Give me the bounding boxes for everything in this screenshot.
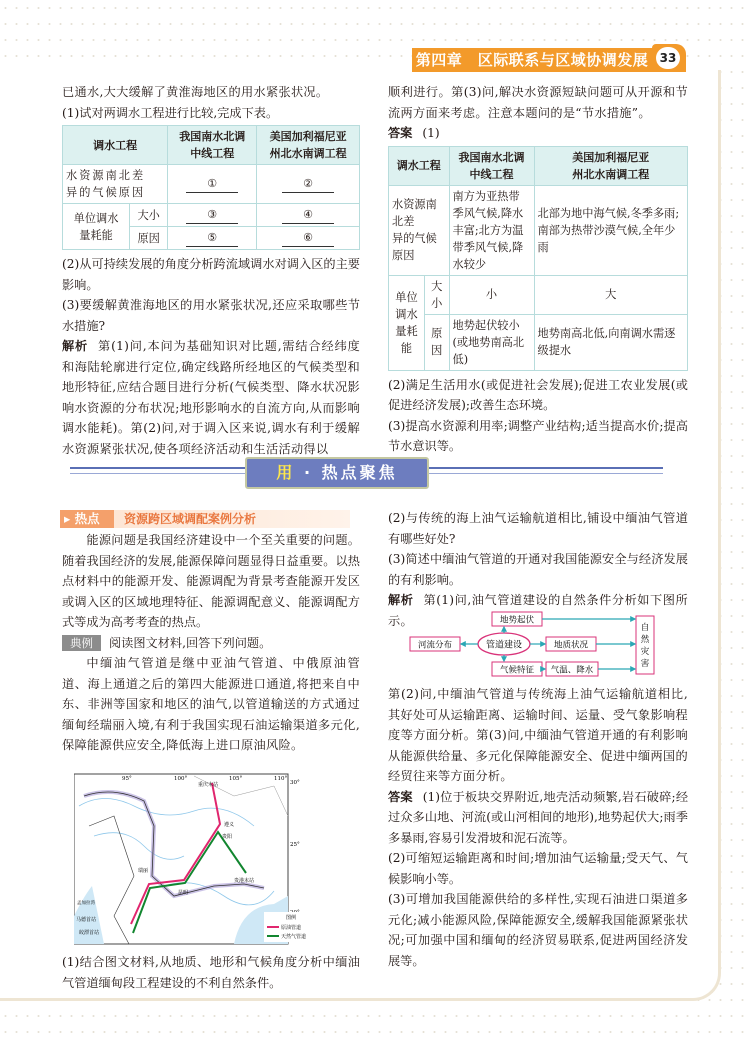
cell-china: 小	[449, 275, 534, 314]
answer-1: 答案 (1)位于板块交界附近,地壳活动频繁,岩石破碎;经过众多山地、河流(或山河相间的地形),地势起伏大;雨季多暴雨,容易引发滑坡和泥石流等。	[388, 789, 689, 845]
blank-cell[interactable]: ⑥	[257, 227, 360, 250]
answer-table	[388, 146, 688, 371]
banner-yong: 用	[276, 463, 296, 482]
row-label: 水资源南北差 异的气候原因	[63, 165, 168, 204]
example-question-1: (1)结合图文材料,从地质、地形和气候角度分析中缅油气管道缅甸段工程建设的不利自然条件。	[62, 955, 360, 990]
blank-cell[interactable]: ③	[168, 204, 257, 227]
legend-label: 天然气管道	[281, 934, 307, 940]
lon-label: 100°	[174, 776, 188, 782]
analysis-rest: 第(2)问,中缅油气管道与传统海上油气运输航道相比,其好处可从运输距离、运输时间、运量、受气象影响程度等方面分析。第(3)问,中缅油气管道开通的有利影响从能源供给量、多元化保障能源安全、促进中缅两国的经贸往来等方面分析。	[388, 687, 688, 783]
cell-usa: 大	[534, 275, 687, 314]
answer-3: (3)可增加我国能源供给的多样性,实现石油进口渠道多元化;减小能源风险,保障能源安全,缓解我国能源紧张状况;可加强中国和缅甸的经济贸易联系,促进两国经济发展等。	[388, 892, 688, 968]
analysis-label: 解析	[388, 593, 414, 607]
place-label: 遵义	[224, 822, 235, 828]
exercise-table	[62, 125, 360, 250]
pipeline-map	[74, 766, 312, 946]
table-header: 我国南水北调 中线工程	[168, 126, 257, 165]
page-number: 33	[656, 47, 680, 69]
flow-center-label: 管道建设	[485, 640, 523, 651]
banner-title: 热点聚焦	[321, 463, 398, 482]
example-question-2: (2)与传统的海上油气运输航道相比,铺设中缅油气管道有哪些好处?	[388, 511, 688, 546]
question-1-block	[62, 952, 360, 993]
place-label: 瑞丽	[138, 868, 149, 874]
section-banner	[245, 457, 429, 489]
lat-label: 30°	[290, 780, 300, 786]
blank-cell[interactable]: ④	[257, 204, 360, 227]
flow-result-label: 自然灾害	[640, 623, 650, 669]
flow-label: 地势起伏	[499, 615, 535, 626]
place-label: 昆明	[178, 890, 189, 896]
row-sublabel: 原因	[130, 227, 168, 250]
example-line: 典例 阅读图文材料,回答下列问题。	[62, 633, 360, 654]
lon-label: 105°	[229, 776, 243, 782]
row-sublabel: 原因	[424, 314, 449, 370]
table-header: 调水工程	[63, 126, 168, 165]
cell-usa: 北部为地中海气候,冬季多雨;南部为热带沙漠气候,全年少雨	[534, 185, 687, 275]
lat-label: 25°	[290, 842, 300, 848]
row-sublabel: 大小	[130, 204, 168, 227]
row-label: 单位调水 量耗能	[63, 204, 130, 250]
example-tag: 典例	[62, 635, 101, 651]
cell-china: 地势起伏较小(或地势南高北低)	[449, 314, 534, 370]
answer-label: 答案	[388, 789, 413, 804]
place-label: 贵阳	[222, 834, 233, 840]
blank-cell[interactable]: ①	[168, 165, 257, 204]
answer-2: (2)可缩短运输距离和时间;增加油气运输量;受天气、气候影响小等。	[388, 851, 688, 886]
left-top-column	[62, 82, 360, 459]
chapter-title: 第四章 区际联系与区域协调发展	[412, 48, 652, 72]
lon-label: 110°	[274, 776, 288, 782]
answer-3: (3)提高水资源利用率;调整产业结构;适当提高水价;提高节水意识等。	[388, 418, 688, 453]
blank-cell[interactable]: ⑤	[168, 227, 257, 250]
answer-label: 答案	[388, 126, 413, 140]
analysis-label: 解析	[62, 339, 89, 353]
place-label: 重庆末站	[198, 782, 219, 788]
place-label: 皎漂首站	[79, 930, 100, 936]
table-header: 调水工程	[389, 146, 450, 185]
row-sublabel: 大小	[424, 275, 449, 314]
flow-label: 河流分布	[417, 640, 453, 651]
banner-dot: ·	[303, 463, 314, 482]
flow-label: 气候特征	[499, 665, 535, 676]
table-header: 美国加利福尼亚 州北水南调工程	[257, 126, 360, 165]
example-question-3: (3)简述中缅油气管道的开通对我国能源安全与经济发展的有利影响。	[388, 552, 688, 587]
analysis-intro: 解析 第(1)问,油气管道建设的自然条件分析如下图所示。	[388, 593, 688, 628]
legend-title: 图例	[286, 915, 297, 921]
flow-diagram	[408, 610, 658, 678]
question-2: (2)从可持续发展的角度分析跨流域调水对调入区的主要影响。	[62, 257, 360, 292]
lon-label: 95°	[122, 776, 132, 782]
left-bottom-column	[62, 530, 360, 756]
question-3: (3)要缓解黄淮海地区的用水紧张状况,还应采取哪些节水措施?	[62, 298, 360, 333]
example-material: 中缅油气管道是继中亚油气管道、中俄原油管道、海上通道之后的第四大能源进口通道,将把来自中东、非洲等国家和地区的油气,以管道输送的方式通过缅甸经瑞丽入境,有利于我国实现石油运输渠道多元化,保障能源供应安全,降低海上进口原油风险。	[62, 656, 360, 752]
table-header: 美国加利福尼亚 州北水南调工程	[534, 146, 687, 185]
answer-heading: 答案 (1)	[388, 126, 440, 140]
analysis: 解析 第(1)问,本问为基础知识对比题,需结合经纬度和海陆轮廓进行定位,确定线路所经地区的气候类型和地形特征,应结合题目进行分析(气候类型、降水状况影响水资源的分布状况;地形影响水的自流方向,从而影响调水能耗)。第(2)问,对于调入区来说,调水有利于缓解水资源紧张状况,使各项经济活动和生活活动得以	[62, 339, 360, 456]
flow-label: 地质状况	[553, 640, 589, 651]
table-header: 我国南水北调 中线工程	[449, 146, 534, 185]
question-1: (1)试对两调水工程进行比较,完成下表。	[62, 105, 279, 120]
intro-line: 已通水,大大缓解了黄淮海地区的用水紧张状况。	[62, 85, 329, 99]
place-label: 贵港末站	[234, 878, 255, 884]
place-label: 马德首站	[76, 917, 97, 923]
row-label: 水资源南北差 异的气候原因	[389, 185, 450, 275]
hotspot-intro: 能源问题是我国经济建设中一个至关重要的问题。随着我国经济的发展,能源保障问题显得日益重要。以热点材料中的能源开发、能源调配为背景考查能源开发区或调入区的区域地理特征、能源调配意义、能源调配方式等成为高考考查的热点。	[62, 533, 360, 629]
answer-2: (2)满足生活用水(或促进社会发展);促进工农业发展(或促进经济发展);改善生态环境。	[388, 377, 688, 412]
flow-label: 气温、降水	[550, 665, 594, 676]
place-label: 孟加拉湾	[77, 901, 95, 906]
hotspot-title: 资源跨区域调配案例分析	[124, 512, 257, 526]
blank-cell[interactable]: ②	[257, 165, 360, 204]
row-label: 单位调水 量耗能	[389, 275, 425, 370]
cell-china: 南方为亚热带季风气候,降水丰富;北方为温带季风气候,降水较少	[449, 185, 534, 275]
hotspot-tag: ▸ 热点	[60, 510, 114, 528]
cell-usa: 地势南高北低,向南调水需逐级提水	[534, 314, 687, 370]
right-bottom-answers	[388, 684, 688, 971]
right-top-column	[388, 82, 688, 457]
legend-label: 原油管道	[281, 925, 302, 931]
analysis-continued: 顺利进行。第(3)问,解决水资源短缺问题可从开源和节流两方面来考虑。注意本题问的是“节水措施”。	[388, 85, 688, 120]
